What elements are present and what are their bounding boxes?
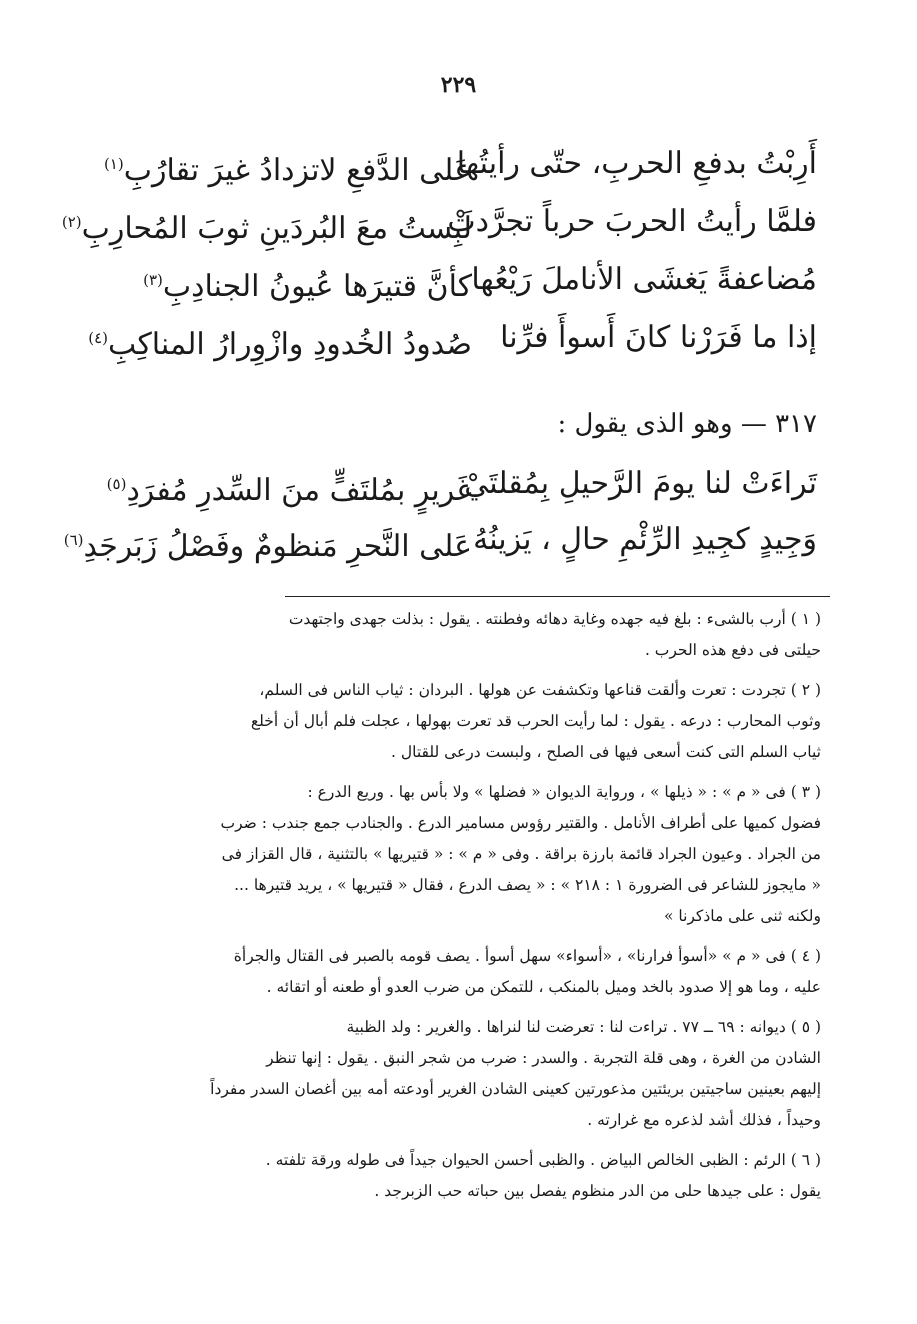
footnote-5 (119, 1012, 821, 1136)
footnote-line: ( ٥ ) ديوانه : ٦٩ ــ ٧٧ . تراءت لنا : تعرضت لنا لنراها . والغرير : ولد الظبية (346, 1018, 821, 1036)
footnote-line: وثوب المحارب : درعه . يقول : لما رأيت الحرب قد تعرت بهولها ، عجلت فلم أبال أن أخلع (250, 712, 821, 730)
footnote-line: حيلتى فى دفع هذه الحرب . (644, 641, 821, 659)
footnote-ref: (٤) (88, 329, 109, 347)
footnote-line: « مايجوز للشاعر فى الضرورة ١ : ٢١٨ » : « يصف الدرع ، فقال « قتيريها » ، يريد قتيرها ... (234, 876, 821, 894)
footnote-ref: (٥) (106, 475, 127, 493)
verse-second-text: عَلى النَّحرِ مَنظومٌ وفَصْلُ زَبَرجَدِ (83, 529, 472, 564)
footnote-ref: (٣) (143, 271, 163, 289)
verse-second-text: عَلى الدَّفعِ لاتزدادُ غيرَ تقارُبِ (123, 153, 472, 188)
verse (0, 312, 917, 370)
footnote-line: ( ٤ ) فى « م » «أسوأ فرارنا» ، «أسواء» سهل أسوأ . يصف قومه بالصبر فى القتال والجرأة (233, 947, 821, 965)
verse-first-hemistich: تَراءَتْ لنا يومَ الرَّحيلِ بِمُقلتَيْ (464, 466, 817, 501)
footnotes (119, 604, 821, 1216)
footnote-line: الشادن من الغرة ، وهى قلة التجربة . والسدر : ضرب من شجر النبق . يقول : إنها تنظر (266, 1049, 821, 1067)
footnote-ref: (٦) (63, 531, 84, 549)
footnote-line: يقول : على جيدها حلى من الدر منظوم يفصل بين حباته حب الزبرجد . (374, 1182, 821, 1200)
verse-second-text: كأنَّ قتيرَها عُيونُ الجنادِبِ (162, 269, 472, 304)
verse-first-hemistich: مُضاعفةً يَغشَى الأناملَ رَيْعُها (471, 262, 817, 297)
footnote-4 (119, 941, 821, 1003)
verse (0, 138, 917, 196)
footnote-line: إليهم بعينين ساجيتين بريئتين مذعورتين كعينى الشادن الغرير أودعته أمه بين أغصان السدر مفرداً (210, 1080, 821, 1098)
verse-second-text: لَبِستُ معَ البُردَينِ ثوبَ المُحارِبِ (81, 211, 472, 246)
footnote-line: ( ٢ ) تجردت : تعرت وألقت قناعها وتكشفت عن هولها . البردان : ثياب الناس فى السلم، (259, 681, 821, 699)
footnote-line: ولكنه ثنى على ماذكرنا » (663, 907, 821, 925)
footnote-line: ثياب السلم التى كنت أسعى فيها فى الصلح ، ولبست درعى للقتال . (391, 743, 821, 761)
verse-second-hemistich (63, 514, 472, 573)
footnote-6 (119, 1145, 821, 1207)
footnote-line: من الجراد . وعيون الجراد قائمة بارزة براقة . وفى « م » : « قتيريها » بالتثنية ، قال القزاز فى (221, 845, 821, 863)
footnote-line: ( ٦ ) الرئم : الظبى الخالص البياض . والظبى أحسن الحيوان جيداً فى طوله ورقة تلفته . (265, 1151, 821, 1169)
verse-first-hemistich: أَرِبْتُ بدفعِ الحربِ، حتّى رأيتُها (456, 146, 817, 181)
footnote-ref: (١) (103, 155, 124, 173)
verse (0, 196, 917, 254)
footnote-3 (119, 777, 821, 932)
footnote-line: عليه ، وما هو إلا صدود بالخد وميل بالمنكب ، للتمكن من ضرب العدو أو طعنه أو اتقائه . (266, 978, 821, 996)
verse-second-text: صُدودُ الخُدودِ وازْوِرارُ المناكِبِ (108, 327, 472, 362)
footnote-line: فضول كميها على أطراف الأنامل . والقتير رؤوس مسامير الدرع . والجنادب جمع جندب : ضرب (220, 814, 821, 832)
verse-first-hemistich: وَجِيدٍ كجِيدِ الرِّئْمِ حالٍ ، يَزينُهُ (473, 522, 817, 557)
footnote-line: ( ١ ) أرب بالشىء : بلغ فيه جهده وغاية دهائه وفطنته . يقول : بذلت جهدى واجتهدت (288, 610, 821, 628)
verse (0, 254, 917, 312)
footnote-ref: (٢) (61, 213, 82, 231)
verse-second-hemistich (106, 458, 472, 517)
footnote-separator (285, 596, 830, 597)
footnote-line: ( ٣ ) فى « م » : « ذيلها » ، ورواية الديوان « فضلها » ولا بأس بها . وريع الدرع : (307, 783, 821, 801)
verse-second-text: غَريرٍ بمُلتَفٍّ منَ السِّدرِ مُفرَدِ (126, 473, 472, 508)
verse-second-hemistich (137, 254, 472, 313)
verse (0, 514, 917, 572)
footnote-1 (119, 604, 821, 666)
poem-heading: ٣١٧ — وهو الذى يقول : (557, 409, 817, 439)
verse-second-hemistich (103, 138, 472, 197)
page-number: ٢٢٩ (440, 72, 477, 98)
verse-second-hemistich (88, 312, 472, 371)
verse-first-hemistich: إذا ما فَرَرْنا كانَ أَسوأَ فرِّنا (500, 320, 817, 355)
verse-first-hemistich: فلمَّا رأيتُ الحربَ حرباً تجرَّدتْ (447, 204, 817, 239)
footnote-2 (119, 675, 821, 768)
verse-second-hemistich (61, 196, 472, 255)
footnote-line: وحيداً ، فذلك أشد لذعره مع غرارته . (587, 1111, 821, 1129)
verse (0, 458, 917, 516)
